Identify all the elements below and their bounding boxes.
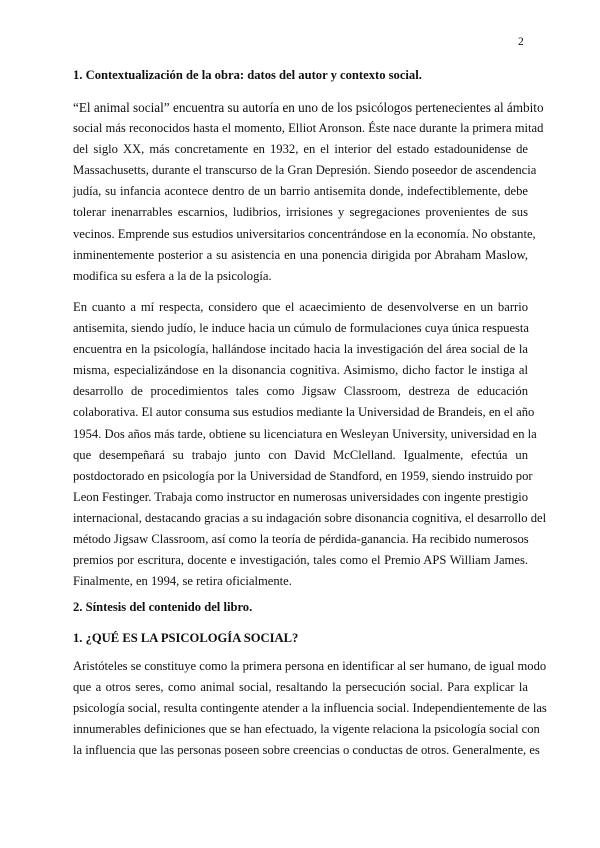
text-line: encuentra en la psicología, hallándose incitado hacia la investigación del área social de la xyxy=(73,342,528,357)
text-line: judía, su infancia acontece dentro de un barrio antisemita donde, indefectiblemente, debe xyxy=(73,184,528,199)
section-heading-contextualization: 1. Contextualización de la obra: datos del autor y contexto social. xyxy=(73,68,422,82)
text-line: que a otros seres, como animal social, resaltando la persecución social. Para explicar la xyxy=(73,680,528,695)
text-line: “El animal social” encuentra su autoría en uno de los psicólogos pertenecientes al ámbito xyxy=(73,100,544,115)
page-number: 2 xyxy=(518,36,524,48)
text-line: método Jigsaw Classroom, así como la teoría de pérdida-ganancia. Ha recibido numerosos xyxy=(73,532,529,547)
text-line: vecinos. Emprende sus estudios universitarios concentrándose en la economía. No obstante, xyxy=(73,226,536,241)
text-line: que desempeñará su trabajo junto con David McClelland. Igualmente, efectúa un xyxy=(73,447,528,462)
paragraph-personal-opinion xyxy=(73,297,547,592)
text-line: Aristóteles se constituye como la primera persona en identificar al ser humano, de igual modo xyxy=(73,659,547,673)
text-line: 1954. Dos años más tarde, obtiene su licenciatura en Wesleyan University, universidad en la xyxy=(73,426,537,441)
text-line: inminentemente posterior a su asistencia en una ponencia dirigida por Abraham Maslow, xyxy=(73,247,528,262)
text-line: antisemita, siendo judío, le induce hacia un cúmulo de formulaciones cuya única respuesta xyxy=(73,321,530,336)
chapter-heading: 1. ¿QUÉ ES LA PSICOLOGÍA SOCIAL? xyxy=(73,631,299,645)
text-line: postdoctorado en psicología por la Universidad de Standford, en 1959, siendo instruido por xyxy=(73,468,533,483)
text-line: Massachusetts, durante el transcurso de la Gran Depresión. Siendo poseedor de ascendencia xyxy=(73,163,537,178)
text-line: tolerar inenarrables escarnios, ludibrios, irrisiones y segregaciones provenientes de sus xyxy=(73,205,528,220)
paragraph-author-biography xyxy=(73,97,544,287)
text-line: internacional, destacando gracias a su indagación sobre disonancia cognitiva, el desarrollo del xyxy=(73,510,547,525)
text-line: Finalmente, en 1994, se retira oficialmente. xyxy=(73,574,292,589)
paragraph-social-psychology xyxy=(73,656,547,761)
text-line: modifica su esfera a la de la psicología. xyxy=(73,268,272,283)
text-line: Leon Festinger. Trabaja como instructor en numerosas universidades con ingente prestigio xyxy=(73,489,529,504)
text-line: misma, especializándose en la disonancia cognitiva. Asimismo, dicho factor le instiga al xyxy=(73,363,528,378)
text-line: En cuanto a mí respecta, considero que el acaecimiento de desenvolverse en un barrio xyxy=(73,300,528,314)
section-heading-synthesis: 2. Síntesis del contenido del libro. xyxy=(73,600,253,614)
text-line: desarrollo de procedimientos tales como Jigsaw Classroom, destreza de educación xyxy=(73,384,528,399)
text-line: psicología social, resulta contingente atender a la influencia social. Independientemente de las xyxy=(73,701,547,716)
text-line: premios por escritura, docente e investigación, tales como el Premio APS William James. xyxy=(73,553,528,568)
text-line: social más reconocidos hasta el momento, Elliot Aronson. Éste nace durante la primera mitad xyxy=(73,121,544,136)
text-line: la influencia que las personas poseen sobre creencias o conductas de otros. Generalmente, es xyxy=(73,743,540,758)
text-line: del siglo XX, más concretamente en 1932, en el interior del estado estadounidense de xyxy=(73,142,528,157)
text-line: innumerables definiciones que se han efectuado, la vigente relaciona la psicología social con xyxy=(73,722,540,737)
text-line: colaborativa. El autor consuma sus estudios mediante la Universidad de Brandeis, en el año xyxy=(73,405,535,420)
